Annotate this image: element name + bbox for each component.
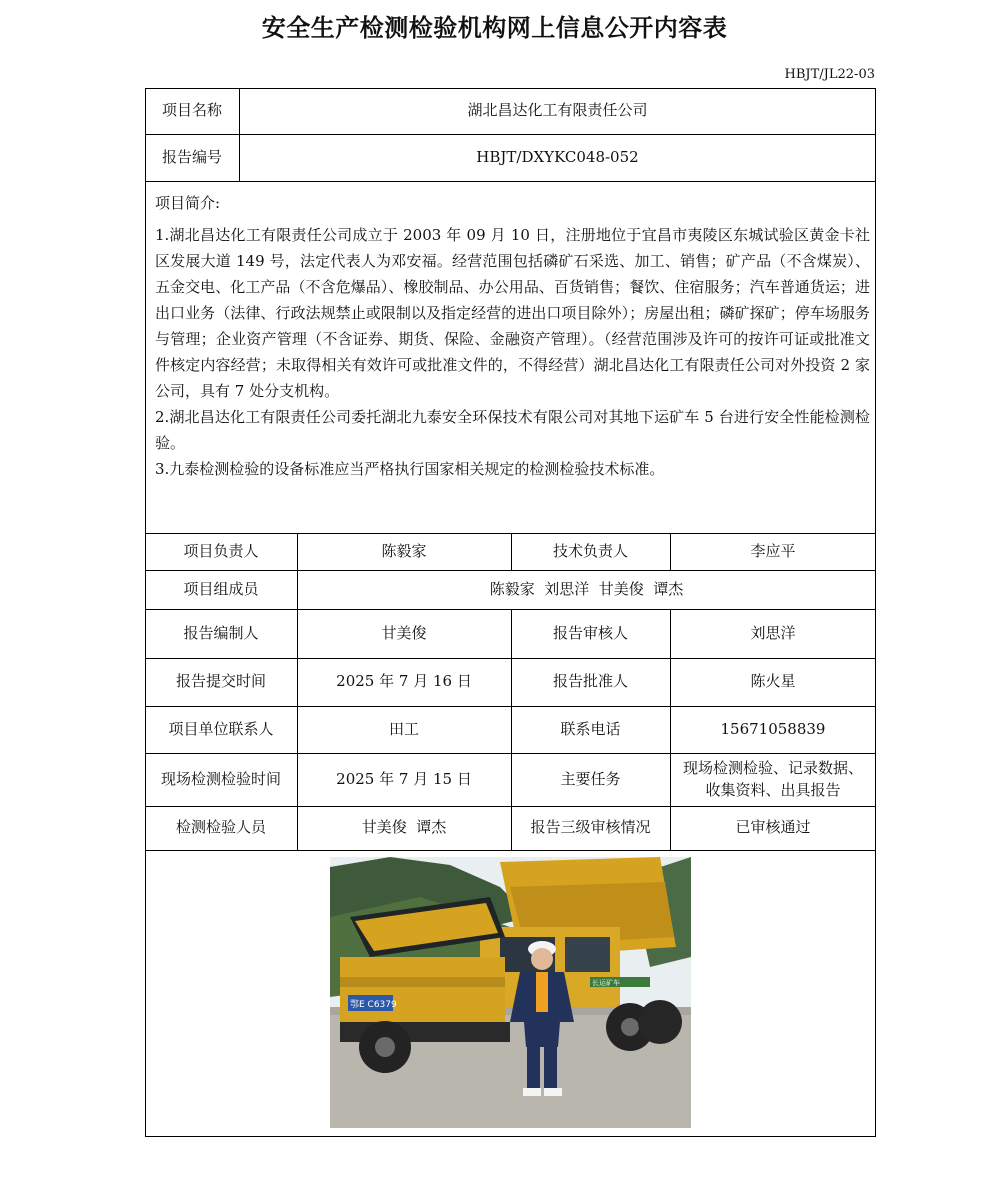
submit-time-label: 报告提交时间 [175, 672, 266, 691]
contact-label: 项目单位联系人 [168, 719, 274, 738]
submit-time-value: 2025 年 7 月 16 日 [336, 672, 472, 691]
intro-paragraph-3: 3.九泰检测检验的设备标准应当严格执行国家相关规定的检测检验技术标准。 [155, 460, 665, 478]
onsite-time-label: 现场检测检验时间 [160, 769, 281, 788]
contact-value: 田工 [388, 719, 419, 738]
tech-lead-value: 李应平 [750, 541, 796, 560]
main-task-value: 现场检测检验、记录数据、收集资料、出具报告 [682, 758, 863, 799]
project-name-label: 项目名称 [161, 101, 222, 120]
project-lead-value: 陈毅家 [381, 541, 427, 560]
main-task-label: 主要任务 [560, 769, 621, 788]
report-number-label: 报告编号 [161, 147, 222, 166]
compiler-label: 报告编制人 [183, 623, 259, 642]
approver-label: 报告批准人 [552, 672, 628, 691]
inspectors-value: 甘美俊 谭杰 [361, 818, 447, 837]
inspectors-label: 检测检验人员 [175, 818, 266, 837]
review-status-label: 报告三级审核情况 [530, 818, 651, 837]
project-introduction [155, 190, 870, 482]
review-status-value: 已审核通过 [735, 818, 811, 837]
row-divider [145, 181, 876, 182]
approver-value: 陈火星 [750, 672, 796, 691]
brand-text: 长运矿车 [592, 979, 620, 987]
row-divider [145, 850, 876, 851]
document-code: HBJT/JL22-03 [784, 67, 875, 82]
tech-lead-label: 技术负责人 [552, 541, 628, 560]
intro-paragraph-1: 1.湖北昌达化工有限责任公司成立于 2003 年 09 月 10 日，注册地位于宜昌市夷陵区东城试验区黄金卡社区发展大道 149 号，法定代表人为邓安福。经营范围包括磷矿石采选、加工、销售；矿产品（不含煤炭）、五金交电、化工产品（不含危爆品）、橡胶制品、办公用品、百货销售；餐饮、住宿服务；汽车普通货运；进出口业务（法律、行政法规禁止或限制以及指定经营的进出口项目除外）；房屋出租；磷矿探矿；停车场服务与管理；企业资产管理（不含证券、期货、保险、金融资产管理）。（经营范围涉及许可的按许可证或批准文件核定内容经营；未取得相关有效许可或批准文件的，不得经营）湖北昌达化工有限责任公司对外投资 2 家公司，具有 7 处分支机构。 [155, 226, 870, 400]
plate-text: 鄂E C6379 [350, 1000, 397, 1010]
page-title: 安全生产检测检验机构网上信息公开内容表 [261, 14, 728, 42]
project-name-value: 湖北昌达化工有限责任公司 [467, 101, 648, 120]
phone-value: 15671058839 [720, 719, 826, 738]
project-lead-label: 项目负责人 [183, 541, 259, 560]
phone-label: 联系电话 [560, 719, 621, 738]
site-photo [330, 857, 691, 1128]
compiler-value: 甘美俊 [381, 623, 427, 642]
onsite-time-value: 2025 年 7 月 15 日 [336, 769, 472, 788]
members-label: 项目组成员 [183, 579, 259, 598]
reviewer-value: 刘思洋 [750, 623, 796, 642]
intro-heading: 项目简介: [155, 194, 221, 212]
intro-paragraph-2: 2.湖北昌达化工有限责任公司委托湖北九泰安全环保技术有限公司对其地下运矿车 5 台进行安全性能检测检验。 [155, 408, 870, 452]
report-number-value: HBJT/DXYKC048-052 [476, 147, 639, 166]
reviewer-label: 报告审核人 [552, 623, 628, 642]
members-value: 陈毅家 刘思洋 甘美俊 谭杰 [489, 579, 684, 598]
